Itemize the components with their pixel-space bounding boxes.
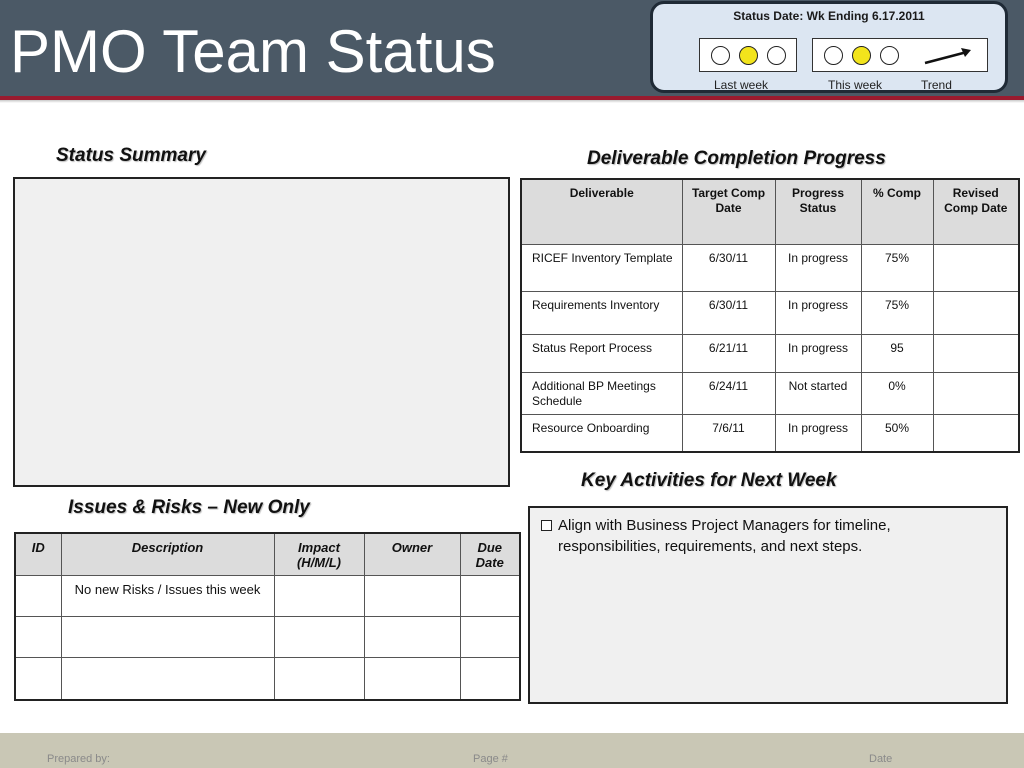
table-cell: 75% [861, 244, 933, 291]
table-cell: 95 [861, 334, 933, 372]
activity-text: Align with Business Project Managers for timeline, responsibilities, requirements, and next steps. [558, 517, 891, 555]
status-summary-panel [13, 177, 510, 487]
table-cell [460, 575, 520, 616]
table-cell [933, 414, 1019, 452]
table-cell: 6/30/11 [682, 244, 775, 291]
table-cell: 6/24/11 [682, 372, 775, 414]
status-summary-heading: Status Summary [56, 145, 206, 166]
column-header: Revised Comp Date [933, 179, 1019, 244]
table-cell [15, 575, 61, 616]
page-title: PMO Team Status [10, 18, 496, 85]
table-cell [61, 657, 274, 700]
column-header: Target Comp Date [682, 179, 775, 244]
table-cell: 50% [861, 414, 933, 452]
list-item [540, 515, 980, 557]
table-cell: 75% [861, 291, 933, 334]
table-cell [364, 657, 460, 700]
column-header: Progress Status [775, 179, 861, 244]
status-light-icon [880, 46, 899, 65]
table-cell [364, 616, 460, 657]
table-cell: In progress [775, 334, 861, 372]
status-date-label: Status Date: Wk Ending 6.17.2011 [733, 9, 925, 23]
trend-caption: Trend [921, 78, 952, 92]
table-cell [460, 616, 520, 657]
key-activities-panel [528, 506, 1008, 704]
table-row [521, 414, 1019, 452]
column-header: % Comp [861, 179, 933, 244]
table-cell: RICEF Inventory Template [521, 244, 682, 291]
table-cell: In progress [775, 414, 861, 452]
table-header-row [521, 179, 1019, 244]
table-cell [61, 616, 274, 657]
status-light-icon [824, 46, 843, 65]
table-cell: 7/6/11 [682, 414, 775, 452]
column-header: Due Date [460, 533, 520, 575]
footer-prepared-by: Prepared by: [47, 753, 110, 765]
column-header: Description [61, 533, 274, 575]
table-cell [364, 575, 460, 616]
column-header: Deliverable [521, 179, 682, 244]
table-cell [933, 291, 1019, 334]
issues-risks-table [14, 532, 521, 701]
table-header-row [15, 533, 520, 575]
table-cell: Resource Onboarding [521, 414, 682, 452]
this-week-caption: This week [828, 78, 883, 92]
table-cell: In progress [775, 291, 861, 334]
issues-risks-heading: Issues & Risks – New Only [68, 497, 310, 518]
last-week-indicator [699, 38, 797, 72]
footer-page-number: Page # [473, 753, 508, 765]
column-header: Impact (H/M/L) [274, 533, 364, 575]
table-row [15, 657, 520, 700]
table-cell [933, 372, 1019, 414]
table-cell: No new Risks / Issues this week [61, 575, 274, 616]
checkbox-bullet-icon [541, 520, 552, 531]
status-light-icon [711, 46, 730, 65]
table-cell: Additional BP Meetings Schedule [521, 372, 682, 414]
table-cell [274, 575, 364, 616]
table-cell: Requirements Inventory [521, 291, 682, 334]
table-cell: 6/30/11 [682, 291, 775, 334]
deliverables-heading: Deliverable Completion Progress [587, 148, 886, 169]
table-row [521, 334, 1019, 372]
deliverables-table [520, 178, 1020, 453]
table-cell: 0% [861, 372, 933, 414]
table-cell [460, 657, 520, 700]
column-header: ID [15, 533, 61, 575]
column-header: Owner [364, 533, 460, 575]
table-cell [274, 616, 364, 657]
trend-up-arrow-icon [923, 44, 975, 66]
table-row [521, 372, 1019, 414]
table-cell [15, 657, 61, 700]
table-cell [933, 244, 1019, 291]
footer-bar [0, 733, 1024, 768]
table-row [521, 244, 1019, 291]
status-legend-box [650, 1, 1008, 93]
table-row [521, 291, 1019, 334]
status-light-icon [767, 46, 786, 65]
last-week-caption: Last week [714, 78, 769, 92]
key-activities-heading: Key Activities for Next Week [581, 470, 837, 491]
header-shadow [0, 100, 1024, 103]
table-cell: In progress [775, 244, 861, 291]
table-cell: 6/21/11 [682, 334, 775, 372]
table-cell [274, 657, 364, 700]
table-cell [933, 334, 1019, 372]
table-row [15, 616, 520, 657]
table-row [15, 575, 520, 616]
status-light-icon [739, 46, 758, 65]
table-cell [15, 616, 61, 657]
footer-date: Date [869, 753, 893, 765]
table-cell: Status Report Process [521, 334, 682, 372]
status-light-icon [852, 46, 871, 65]
table-cell: Not started [775, 372, 861, 414]
